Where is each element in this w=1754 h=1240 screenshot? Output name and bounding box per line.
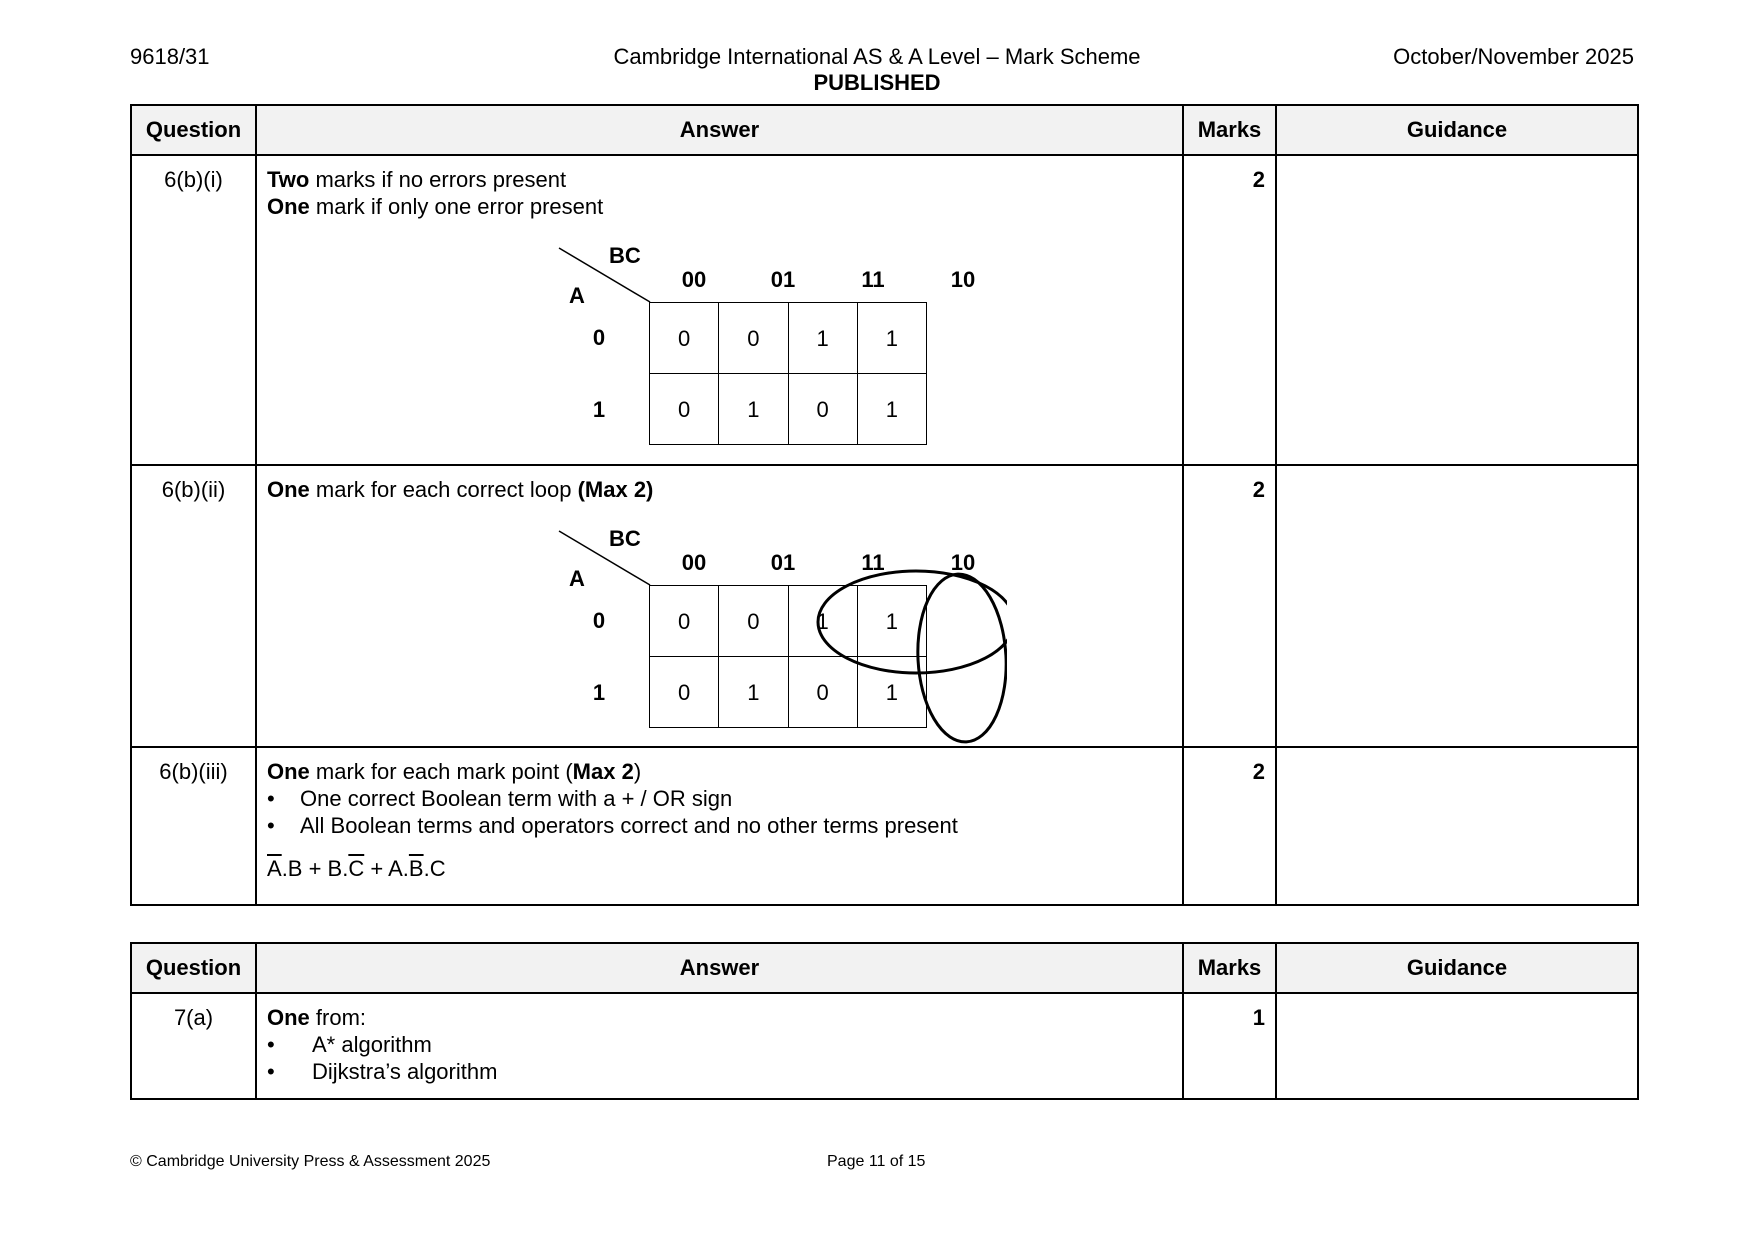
- expr-not-c: $\overline{C}$: [348, 856, 365, 881]
- kmap-row: [650, 586, 927, 657]
- kmap-row-label: 0: [592, 608, 606, 633]
- column-header-guidance: Guidance: [1276, 943, 1638, 993]
- bold-text: One: [267, 759, 310, 784]
- kmap-column-label: 10: [950, 550, 976, 575]
- column-header-question: Question: [131, 105, 256, 155]
- table-row: [131, 465, 1638, 747]
- marks-value: 2: [1183, 155, 1276, 465]
- answer-cell: [256, 155, 1183, 465]
- kmap-column-variable: BC: [609, 243, 641, 268]
- kmap-column-label: 01: [770, 267, 796, 292]
- kmap-row-label: 1: [592, 680, 606, 705]
- kmap-column-label: 00: [681, 267, 707, 292]
- answer-cell: [256, 993, 1183, 1099]
- expr-not-a: $\overline{A}$: [267, 856, 282, 881]
- answer-line: [267, 193, 1172, 220]
- bold-text: (Max 2): [577, 477, 654, 502]
- kmap-row-label: 1: [592, 397, 606, 422]
- kmap-row-label: 0: [592, 325, 606, 350]
- marks-value: 2: [1183, 747, 1276, 905]
- marks-value: 1: [1183, 993, 1276, 1099]
- kmap-grid: [649, 302, 927, 445]
- kmap-cell: 0: [650, 586, 719, 657]
- expr-text: .C: [423, 856, 446, 881]
- exam-session: October/November 2025: [1393, 44, 1634, 69]
- column-header-marks: Marks: [1183, 943, 1276, 993]
- bold-text: One: [267, 194, 310, 219]
- kmap-cell: 0: [650, 657, 719, 728]
- list-item: • One correct Boolean term with a + / OR sign: [267, 785, 1172, 812]
- column-header-answer: Answer: [256, 105, 1183, 155]
- copyright-notice: © Cambridge University Press & Assessment 2025: [130, 1153, 491, 1170]
- kmap-row: [650, 657, 927, 728]
- answer-cell: [256, 747, 1183, 905]
- answer-line: [267, 758, 1172, 785]
- question-number: 6(b)(i): [131, 155, 256, 465]
- mark-scheme-table-2: [130, 942, 1639, 1100]
- answer-line: [267, 476, 1172, 503]
- bold-text: One: [267, 477, 310, 502]
- answer-text: mark for each correct loop: [309, 477, 578, 502]
- expr-text: + A.: [364, 856, 409, 881]
- expr-text: .B + B.: [281, 856, 349, 881]
- kmap-column-label: 11: [861, 267, 885, 292]
- kmap-cell: 0: [788, 657, 857, 728]
- answer-line: [267, 1004, 1172, 1031]
- kmap-column-label: 01: [770, 550, 796, 575]
- kmap-row-variable: A: [569, 566, 585, 591]
- answer-options-list: [267, 1031, 1172, 1085]
- kmap-row: [650, 374, 927, 445]
- bold-text: One: [267, 1005, 310, 1030]
- column-header-question: Question: [131, 943, 256, 993]
- published-label: PUBLISHED: [813, 70, 941, 95]
- table-row: [131, 993, 1638, 1099]
- kmap-cell: 1: [857, 374, 926, 445]
- kmap-cell: 0: [719, 303, 788, 374]
- kmap-cell: 1: [857, 303, 926, 374]
- column-header-guidance: Guidance: [1276, 105, 1638, 155]
- table-row: [131, 747, 1638, 905]
- kmap-cell: 0: [650, 303, 719, 374]
- guidance-cell: [1276, 465, 1638, 747]
- answer-text: ): [633, 759, 642, 784]
- kmap-cell: 1: [857, 657, 926, 728]
- mark-points-list: [267, 785, 1172, 839]
- answer-line: [267, 166, 1172, 193]
- kmap-cell: 1: [788, 303, 857, 374]
- kmap-cell: 0: [788, 374, 857, 445]
- boolean-expression: [267, 855, 1172, 882]
- mark-scheme-table-1: [130, 104, 1639, 906]
- question-number: 7(a): [131, 993, 256, 1099]
- kmap-cell: 1: [857, 586, 926, 657]
- table-header-row: [131, 105, 1638, 155]
- kmap-column-label: 11: [861, 550, 885, 575]
- column-header-answer: Answer: [256, 943, 1183, 993]
- answer-cell: [256, 465, 1183, 747]
- kmap-column-label: 00: [681, 550, 707, 575]
- kmap-row: [650, 303, 927, 374]
- guidance-cell: [1276, 155, 1638, 465]
- kmap-cell: 1: [719, 374, 788, 445]
- karnaugh-map-with-loops: [407, 521, 976, 743]
- kmap-row-variable: A: [569, 283, 585, 308]
- kmap-column-label: 10: [950, 267, 976, 292]
- bold-text: Max 2: [572, 759, 634, 784]
- table-row: [131, 155, 1638, 465]
- marks-value: 2: [1183, 465, 1276, 747]
- answer-text: mark if only one error present: [309, 194, 604, 219]
- kmap-cell: 0: [650, 374, 719, 445]
- table-header-row: [131, 943, 1638, 993]
- kmap-grid: [649, 585, 927, 728]
- list-item: • Dijkstra’s algorithm: [267, 1058, 1172, 1085]
- document-title-text: Cambridge International AS & A Level – Mark Scheme: [613, 44, 1141, 69]
- answer-text: mark for each mark point (: [309, 759, 573, 784]
- list-item: • All Boolean terms and operators correct and no other terms present: [267, 812, 1172, 839]
- answer-text: from:: [309, 1005, 367, 1030]
- expr-not-b: $\overline{B}$: [408, 856, 424, 881]
- paper-code: 9618/31: [130, 44, 210, 69]
- karnaugh-map: [407, 238, 976, 460]
- kmap-cell: 1: [719, 657, 788, 728]
- page-number: Page 11 of 15: [827, 1153, 926, 1170]
- kmap-column-variable: BC: [609, 526, 641, 551]
- question-number: 6(b)(iii): [131, 747, 256, 905]
- guidance-cell: [1276, 747, 1638, 905]
- bold-text: Two: [267, 167, 310, 192]
- column-header-marks: Marks: [1183, 105, 1276, 155]
- guidance-cell: [1276, 993, 1638, 1099]
- question-number: 6(b)(ii): [131, 465, 256, 747]
- kmap-cell: 0: [719, 586, 788, 657]
- answer-text: marks if no errors present: [309, 167, 567, 192]
- list-item: • A* algorithm: [267, 1031, 1172, 1058]
- loop-column-10: [914, 572, 1007, 744]
- kmap-cell: 1: [788, 586, 857, 657]
